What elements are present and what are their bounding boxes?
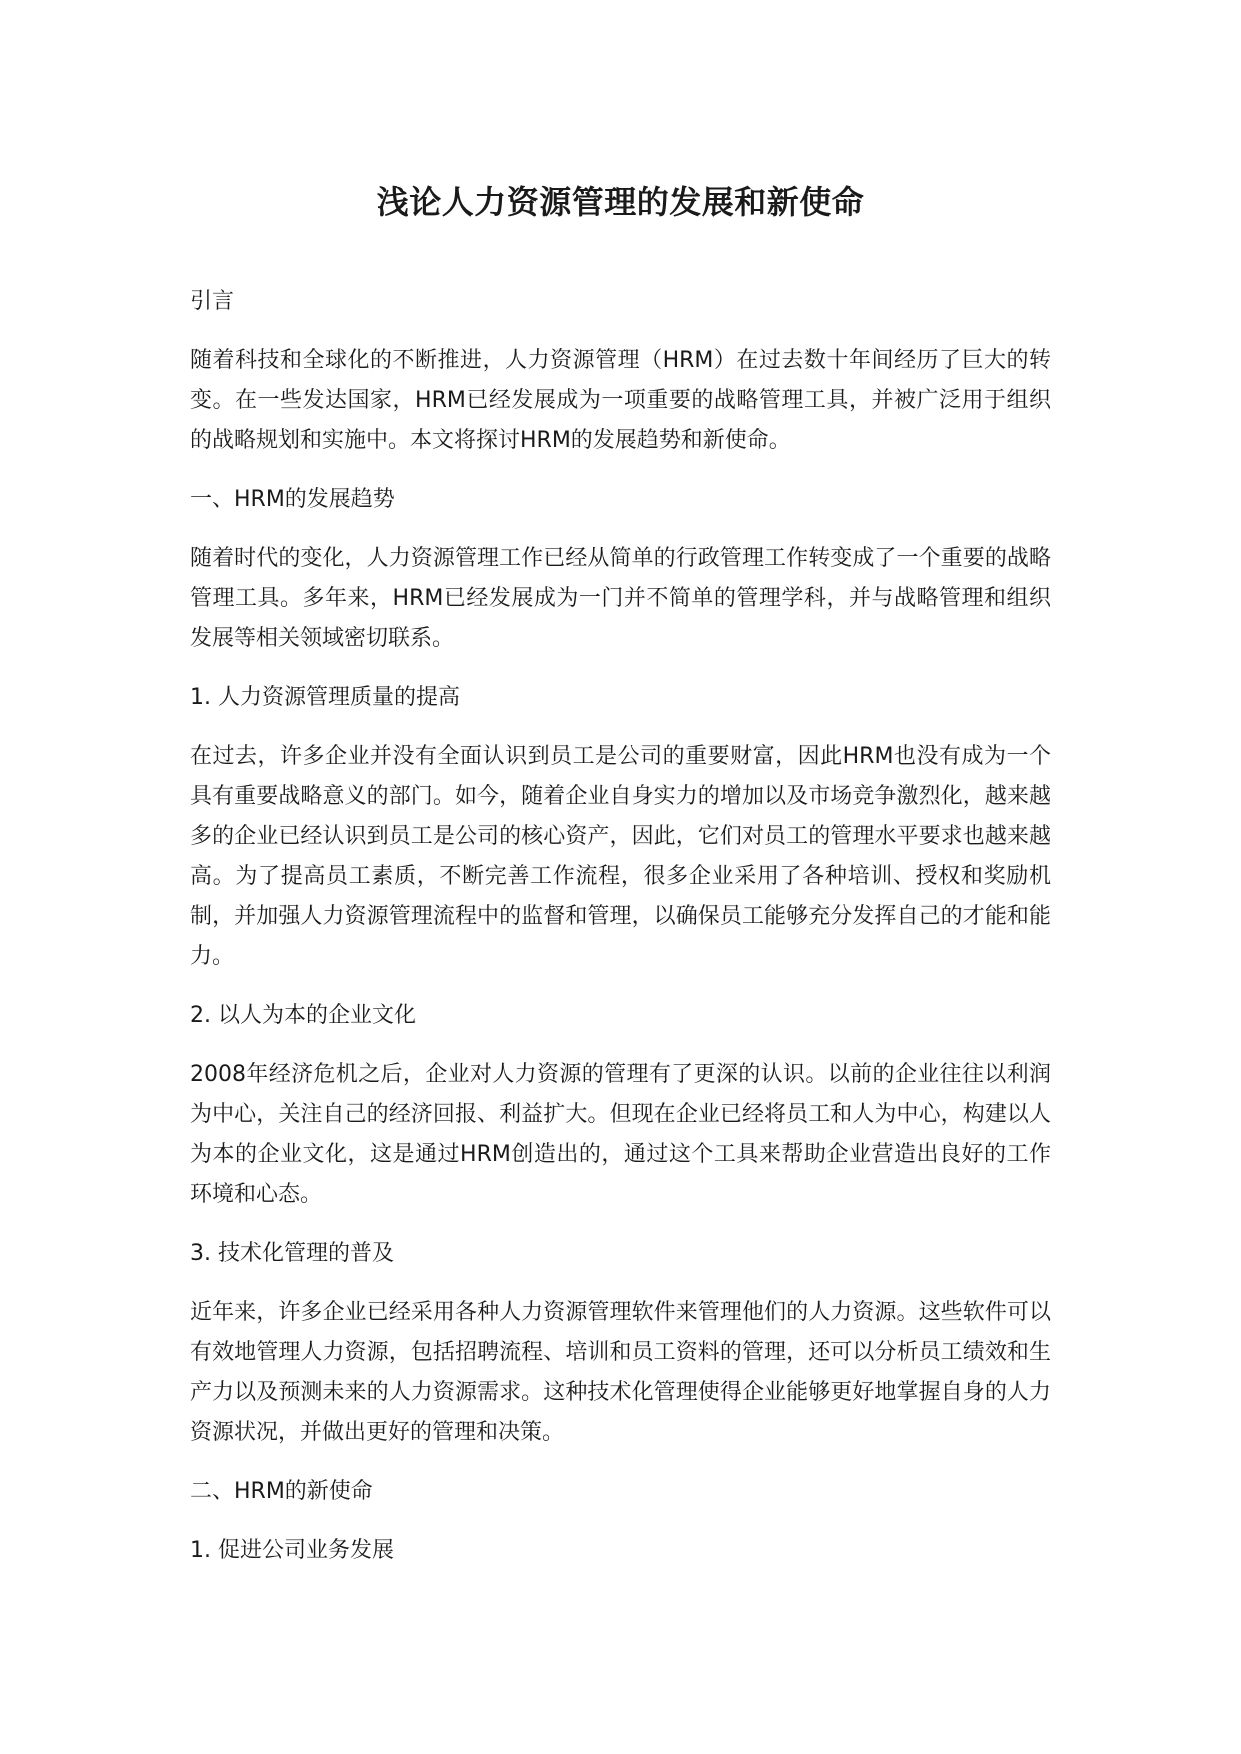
section-2-heading: 二、HRM的新使命 [190, 1479, 373, 1504]
section-1-heading: 一、HRM的发展趋势 [190, 487, 395, 512]
subsection-2-paragraph: 2008年经济危机之后，企业对人力资源的管理有了更深的认识。以前的企业往往以利润为中心，关注自己的经济回报、利益扩大。但现在企业已经将员工和人为中心，构建以人为本的企业文化，这是通过HRM创造出的，通过这个工具来帮助企业营造出良好的工作环境和心态。 [190, 1062, 1051, 1207]
subsection-1-paragraph: 在过去，许多企业并没有全面认识到员工是公司的重要财富，因此HRM也没有成为一个具有重要战略意义的部门。如今，随着企业自身实力的增加以及市场竞争激烈化，越来越多的企业已经认识到员工是公司的核心资产，因此，它们对员工的管理水平要求也越来越高。为了提高员工素质，不断完善工作流程，很多企业采用了各种培训、授权和奖励机制，并加强人力资源管理流程中的监督和管理，以确保员工能够充分发挥自己的才能和能力。 [190, 744, 1051, 969]
subsection-3-heading: 3. 技术化管理的普及 [190, 1241, 394, 1266]
intro-heading: 引言 [190, 289, 235, 314]
intro-paragraph: 随着科技和全球化的不断推进，人力资源管理（HRM）在过去数十年间经历了巨大的转变。在一些发达国家，HRM已经发展成为一项重要的战略管理工具，并被广泛用于组织的战略规划和实施中。本文将探讨HRM的发展趋势和新使命。 [190, 348, 1051, 453]
subsection-3-paragraph: 近年来，许多企业已经采用各种人力资源管理软件来管理他们的人力资源。这些软件可以有效地管理人力资源，包括招聘流程、培训和员工资料的管理，还可以分析员工绩效和生产力以及预测未来的人力资源需求。这种技术化管理使得企业能够更好地掌握自身的人力资源状况，并做出更好的管理和决策。 [190, 1300, 1051, 1445]
subsection-2-heading: 2. 以人为本的企业文化 [190, 1003, 416, 1028]
section-1-paragraph: 随着时代的变化，人力资源管理工作已经从简单的行政管理工作转变成了一个重要的战略管理工具。多年来，HRM已经发展成为一门并不简单的管理学科，并与战略管理和组织发展等相关领域密切联系。 [190, 546, 1051, 651]
document-body [190, 282, 1051, 1571]
document-title: 浅论人力资源管理的发展和新使命 [376, 183, 865, 221]
subsection-1-heading: 1. 人力资源管理质量的提高 [190, 685, 460, 710]
subsection-4-heading: 1. 促进公司业务发展 [190, 1538, 394, 1563]
